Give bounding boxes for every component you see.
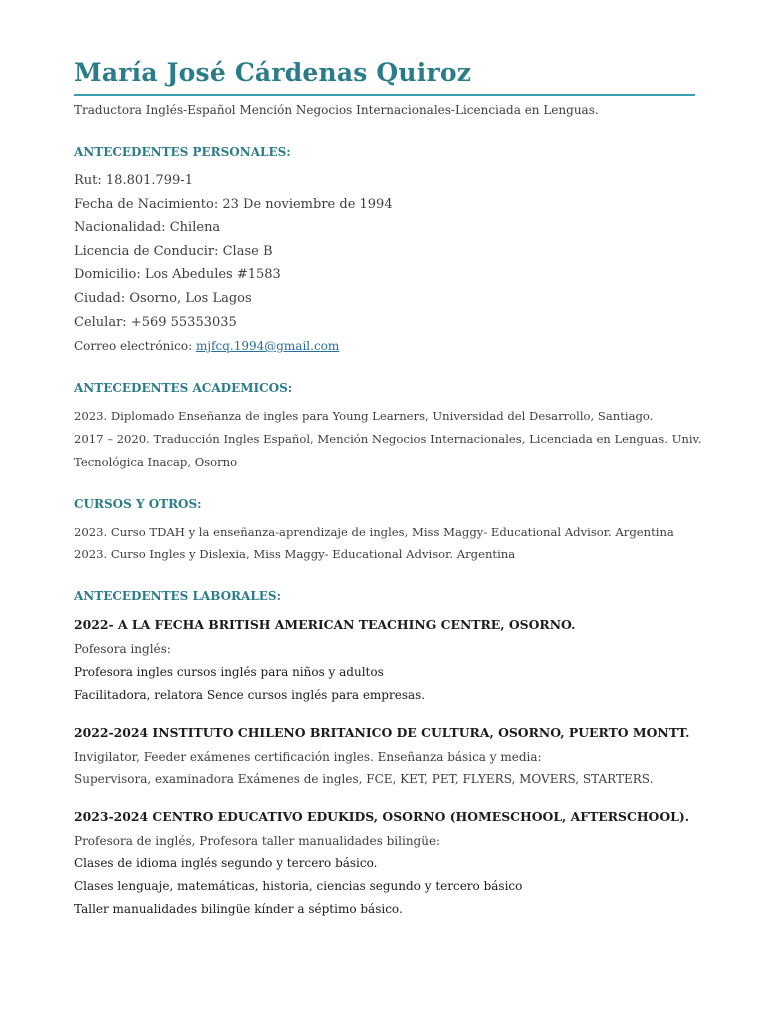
personal-email-row	[74, 339, 339, 353]
title-divider	[74, 94, 695, 96]
personal-license: Licencia de Conducir: Clase B	[74, 244, 273, 259]
personal-nationality: Nacionalidad: Chilena	[74, 220, 221, 235]
job-2-line-1: Invigilator, Feeder exámenes certificación ingles. Enseñanza básica y media:	[74, 750, 542, 764]
personal-rut: Rut: 18.801.799-1	[74, 173, 193, 188]
personal-address: Domicilio: Los Abedules #1583	[74, 267, 281, 282]
academic-item-2-cont: Tecnológica Inacap, Osorno	[74, 455, 238, 469]
academic-item-1: 2023. Diplomado Enseñanza de ingles para Young Learners, Universidad del Desarrollo, Santiago.	[74, 409, 654, 423]
academic-item-2: 2017 – 2020. Traducción Ingles Español, Mención Negocios Internacionales, Licenciada en Lenguas. Univ.	[74, 432, 702, 446]
job-1-line-3: Facilitadora, relatora Sence cursos inglés para empresas.	[74, 688, 426, 702]
section-title-courses: CURSOS Y OTROS:	[74, 497, 202, 511]
job-title-1: 2022- A LA FECHA BRITISH AMERICAN TEACHING CENTRE, OSORNO.	[74, 617, 576, 632]
section-title-personal: ANTECEDENTES PERSONALES:	[74, 145, 291, 159]
job-title-3: 2023-2024 CENTRO EDUCATIVO EDUKIDS, OSORNO (HOMESCHOOL, AFTERSCHOOL).	[74, 809, 690, 824]
job-3-line-1: Profesora de inglés, Profesora taller manualidades bilingüe:	[74, 834, 441, 848]
course-item-2: 2023. Curso Ingles y Dislexia, Miss Maggy- Educational Advisor. Argentina	[74, 547, 516, 561]
job-3-line-3: Clases lenguaje, matemáticas, historia, ciencias segundo y tercero básico	[74, 879, 523, 893]
professional-subtitle: Traductora Inglés-Español Mención Negocios Internacionales-Licenciada en Lenguas.	[74, 103, 599, 117]
job-2-line-2: Supervisora, examinadora Exámenes de ingles, FCE, KET, PET, FLYERS, MOVERS, STARTERS.	[74, 772, 654, 786]
email-label: Correo electrónico:	[74, 339, 196, 353]
job-1-line-2: Profesora ingles cursos inglés para niños y adultos	[74, 665, 384, 679]
job-3-line-2: Clases de idioma inglés segundo y tercero básico.	[74, 856, 378, 870]
job-title-2: 2022-2024 INSTITUTO CHILENO BRITANICO DE CULTURA, OSORNO, PUERTO MONTT.	[74, 725, 690, 740]
personal-phone: Celular: +569 55353035	[74, 315, 237, 330]
section-title-academic: ANTECEDENTES ACADEMICOS:	[74, 381, 293, 395]
personal-birthdate: Fecha de Nacimiento: 23 De noviembre de 1994	[74, 197, 393, 212]
course-item-1: 2023. Curso TDAH y la enseñanza-aprendizaje de ingles, Miss Maggy- Educational Advisor. Argentina	[74, 525, 674, 539]
job-3-line-4: Taller manualidades bilingüe kínder a séptimo básico.	[74, 902, 403, 916]
email-link[interactable]: mjfcq.1994@gmail.com	[195, 339, 340, 353]
candidate-name: María José Cárdenas Quiroz	[74, 58, 472, 87]
section-title-work: ANTECEDENTES LABORALES:	[74, 589, 282, 603]
job-1-line-1: Pofesora inglés:	[74, 642, 171, 656]
personal-city: Ciudad: Osorno, Los Lagos	[74, 291, 252, 306]
